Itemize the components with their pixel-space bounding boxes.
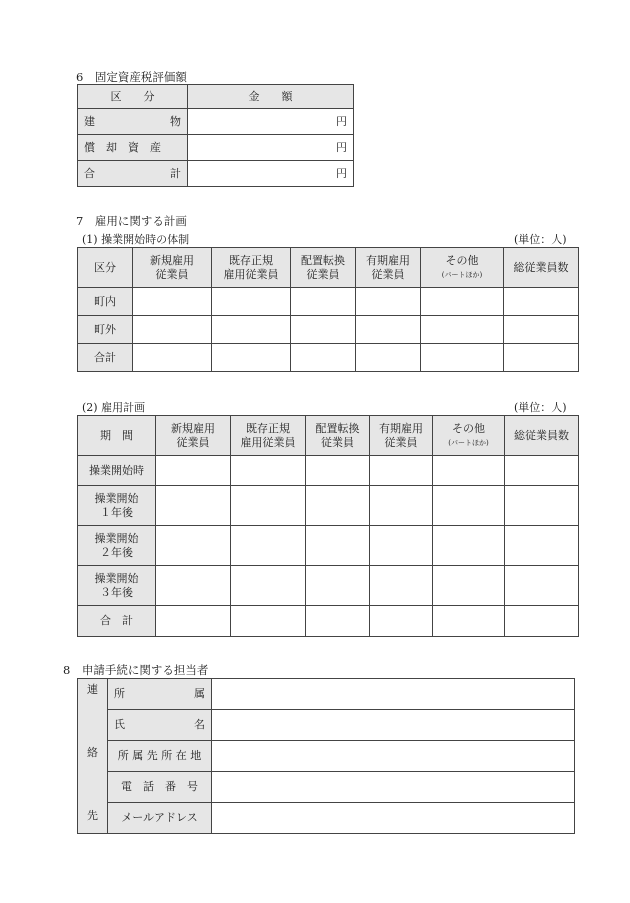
subsection-1-title: (1) 操業開始時の体制 (82, 233, 190, 246)
input-cell[interactable] (356, 344, 421, 372)
table-row (78, 772, 575, 803)
affiliation-field[interactable] (212, 679, 575, 710)
unit-label: (単位：人) (514, 233, 567, 246)
header-existing-regular: 既存正規 (246, 421, 290, 435)
row-label: 電 話 番 号 (121, 780, 198, 793)
unit-label: (単位：人) (514, 401, 567, 414)
input-cell[interactable] (505, 486, 579, 526)
input-cell[interactable] (504, 344, 579, 372)
table-row (78, 135, 354, 161)
subsection-2-title: (2) 雇用計画 (82, 401, 146, 414)
table-row (78, 161, 354, 187)
row-label: 合計 (78, 344, 133, 372)
yen-label: 円 (336, 166, 347, 180)
row-label: 物 (170, 114, 181, 128)
header-fixed-term: 有期雇用 (366, 253, 410, 267)
contact-side-label: 連 (87, 683, 98, 696)
input-cell[interactable] (505, 526, 579, 566)
section-6-title: 6 固定資産税評価額 (76, 70, 187, 84)
table-row: 操業開始 １年後 (78, 486, 579, 526)
input-cell[interactable] (504, 316, 579, 344)
table-row (78, 741, 575, 772)
yen-label: 円 (336, 114, 347, 128)
input-cell[interactable] (505, 606, 579, 637)
name-field[interactable] (212, 710, 575, 741)
row-label: 属 (194, 687, 205, 700)
input-cell[interactable] (231, 606, 306, 637)
input-cell[interactable] (433, 526, 505, 566)
address-field[interactable] (212, 741, 575, 772)
input-cell[interactable] (356, 288, 421, 316)
table-row (78, 109, 354, 135)
row-label: 名 (194, 718, 205, 731)
input-cell[interactable] (231, 566, 306, 606)
input-cell[interactable] (356, 316, 421, 344)
header-period: 期 間 (78, 416, 156, 456)
row-label: 所 (114, 687, 125, 700)
row-label: 操業開始時 (89, 463, 144, 477)
input-cell[interactable] (433, 486, 505, 526)
table-row: 操業開始 ３年後 (78, 566, 579, 606)
input-cell[interactable] (433, 566, 505, 606)
table-row (78, 710, 575, 741)
row-label: 町外 (78, 316, 133, 344)
amount-cell[interactable] (188, 109, 354, 135)
table-row (78, 316, 579, 344)
input-cell[interactable] (306, 486, 370, 526)
input-cell[interactable] (212, 344, 291, 372)
row-label: 操業開始 (94, 491, 139, 505)
input-cell[interactable] (156, 526, 231, 566)
input-cell[interactable] (212, 316, 291, 344)
row-label: 所 属 先 所 在 地 (117, 749, 202, 762)
table-row (78, 679, 575, 710)
input-cell[interactable] (370, 456, 433, 486)
section-8-title: 8 申請手続に関する担当者 (63, 663, 209, 677)
email-field[interactable] (212, 803, 575, 834)
input-cell[interactable] (291, 344, 356, 372)
input-cell[interactable] (133, 344, 212, 372)
input-cell[interactable] (306, 606, 370, 637)
header-fixed-term: 有期雇用 (379, 421, 423, 435)
input-cell[interactable] (421, 316, 504, 344)
input-cell[interactable] (291, 316, 356, 344)
input-cell[interactable] (212, 288, 291, 316)
input-cell[interactable] (156, 566, 231, 606)
input-cell[interactable] (231, 486, 306, 526)
input-cell[interactable] (433, 606, 505, 637)
table-row (78, 344, 579, 372)
input-cell[interactable] (231, 456, 306, 486)
row-label: 償 却 資 産 (84, 140, 161, 154)
input-cell[interactable] (370, 486, 433, 526)
row-label: 氏 (114, 718, 125, 731)
input-cell[interactable] (504, 288, 579, 316)
staffing-table: 区分 新規雇用 従業員 既存正規 雇用従業員 配置転換 従業員 有期雇用 従業員 その他 (パートほか) 総従業員数 町内 町外 合計 (77, 247, 579, 372)
phone-field[interactable] (212, 772, 575, 803)
header-category: 区分 (78, 248, 133, 288)
fixed-asset-table (77, 84, 354, 187)
input-cell[interactable] (505, 566, 579, 606)
table-row (78, 803, 575, 834)
row-label: 操業開始 (94, 571, 139, 585)
header-existing-regular: 既存正規 (229, 253, 273, 267)
table-row (78, 606, 579, 637)
header-other: その他 (445, 253, 479, 267)
input-cell[interactable] (421, 288, 504, 316)
table-row: 操業開始 ２年後 (78, 526, 579, 566)
input-cell[interactable] (156, 456, 231, 486)
header-total: 総従業員数 (504, 248, 579, 288)
header-amount: 金 額 (188, 85, 354, 109)
row-label: 操業開始 (94, 531, 139, 545)
row-label: 合 (84, 166, 95, 180)
input-cell[interactable] (370, 566, 433, 606)
contact-side-label: 先 (87, 809, 98, 822)
input-cell[interactable] (370, 606, 433, 637)
header-category: 区 分 (78, 85, 188, 109)
row-label: 合 計 (100, 614, 133, 627)
input-cell[interactable] (505, 456, 579, 486)
input-cell[interactable] (133, 316, 212, 344)
section-7-title: 7 雇用に関する計画 (76, 214, 187, 228)
input-cell[interactable] (133, 288, 212, 316)
input-cell[interactable] (306, 566, 370, 606)
input-cell[interactable] (370, 526, 433, 566)
row-label: 計 (170, 166, 181, 180)
input-cell[interactable] (291, 288, 356, 316)
header-new-hire: 新規雇用 (150, 253, 194, 267)
header-new-hire: 新規雇用 (171, 421, 215, 435)
row-label: 町内 (78, 288, 133, 316)
header-transfer: 配置転換 (315, 421, 360, 435)
input-cell[interactable] (156, 606, 231, 637)
input-cell[interactable] (156, 486, 231, 526)
contact-side-label: 絡 (87, 746, 98, 759)
input-cell[interactable] (433, 456, 505, 486)
input-cell[interactable] (306, 526, 370, 566)
row-label: メールアドレス (121, 811, 198, 824)
amount-cell[interactable] (188, 161, 354, 187)
yen-label: 円 (336, 140, 347, 154)
input-cell[interactable] (231, 526, 306, 566)
contact-table (77, 678, 575, 834)
hiring-plan-table: 期 間 新規雇用 従業員 既存正規 雇用従業員 配置転換 従業員 有期雇用 従業員 その他 (パートほか) 総従業員数 操業開始時 操業開始 １年後 操業開始 ２年後 操業開始 ３年後 合 計 (77, 415, 579, 637)
input-cell[interactable] (421, 344, 504, 372)
header-transfer: 配置転換 (301, 253, 345, 267)
table-row (78, 456, 579, 486)
input-cell[interactable] (306, 456, 370, 486)
header-other: その他 (452, 421, 485, 435)
header-total: 総従業員数 (505, 416, 579, 456)
amount-cell[interactable] (188, 135, 354, 161)
row-label: 建 (84, 114, 95, 128)
table-row (78, 288, 579, 316)
